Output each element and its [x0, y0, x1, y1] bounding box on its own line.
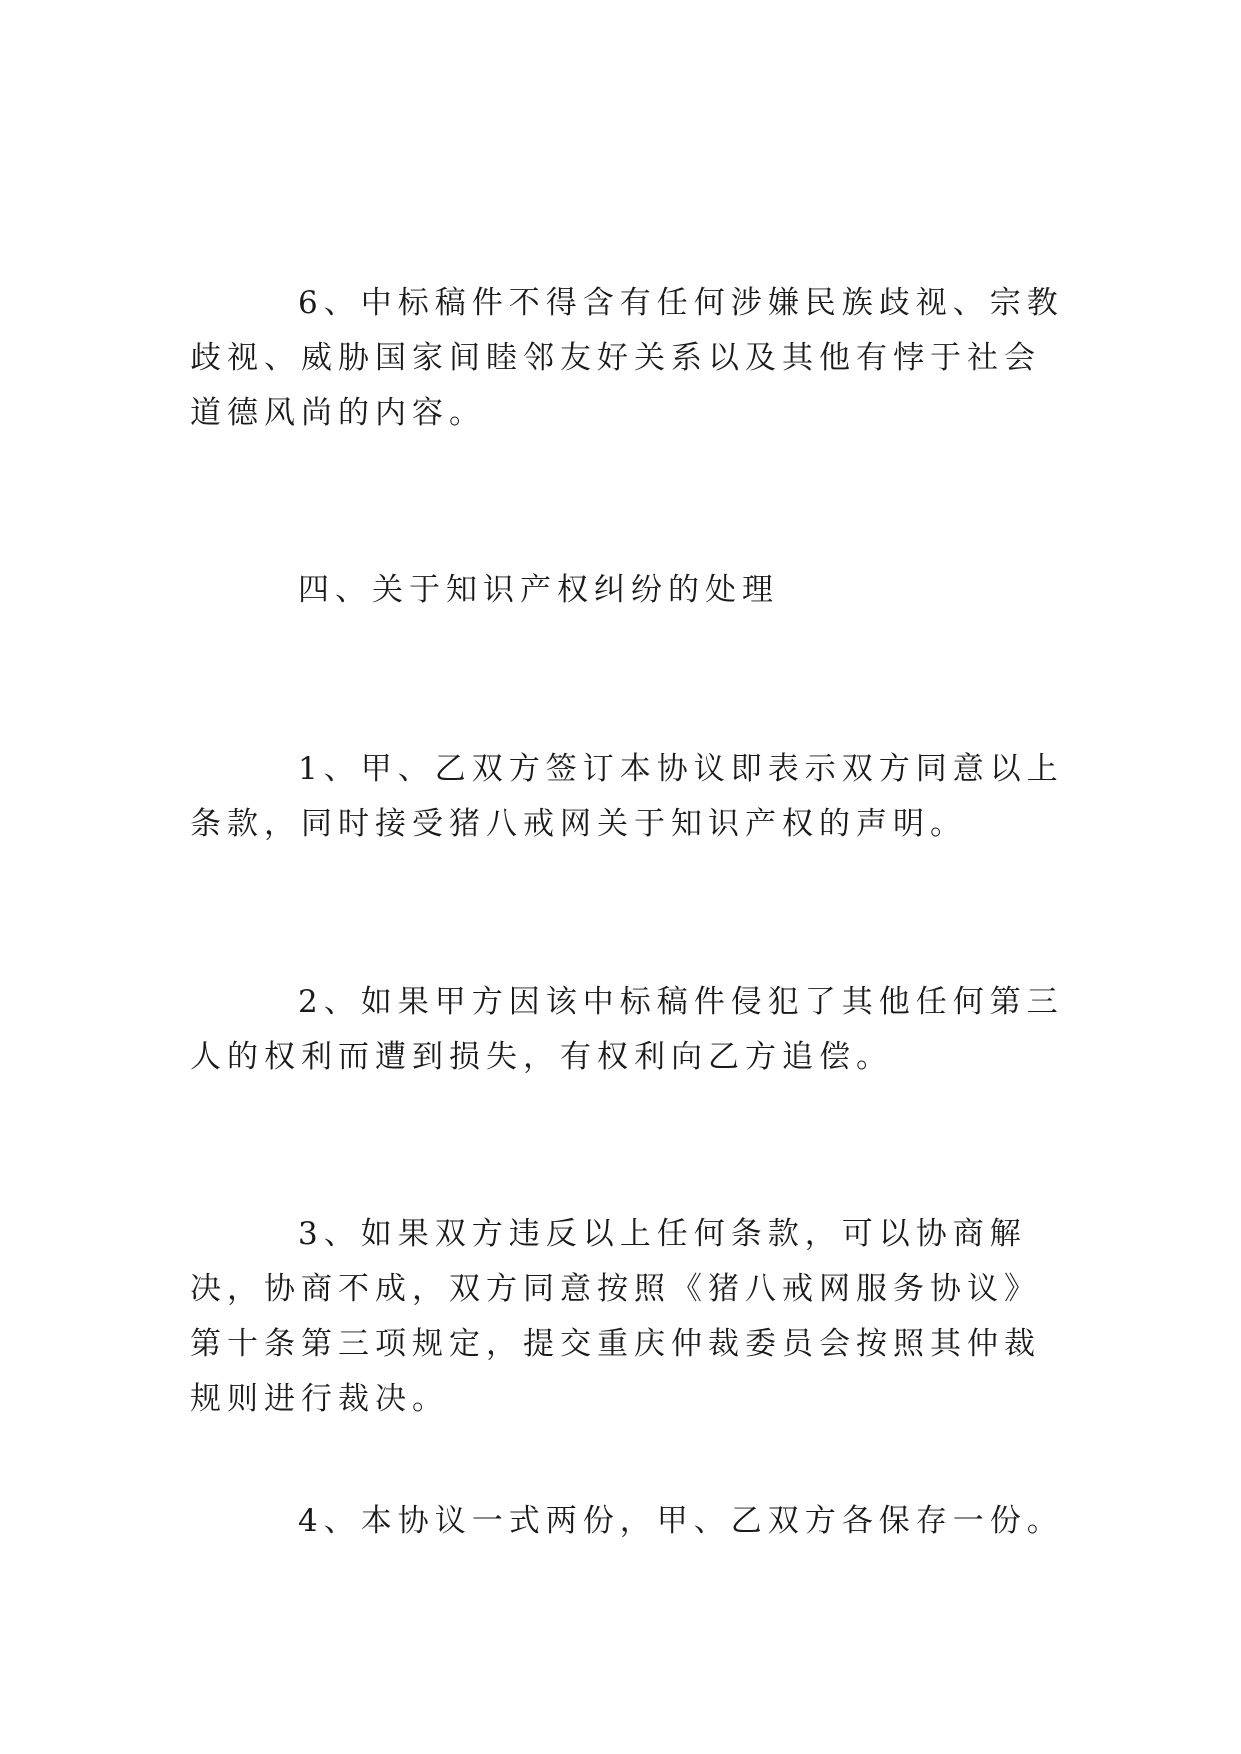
clause-1-paragraph: 1、甲、乙双方签订本协议即表示双方同意以上条款，同时接受猪八戒网关于知识产权的声明。 — [190, 751, 1064, 842]
clause-2-paragraph: 2、如果甲方因该中标稿件侵犯了其他任何第三人的权利而遭到损失，有权利向乙方追偿。 — [190, 984, 1064, 1075]
clause-3-paragraph: 3、如果双方违反以上任何条款，可以协商解决，协商不成，双方同意按照《猪八戒网服务协议》第十条第三项规定，提交重庆仲裁委员会按照其仲裁规则进行裁决。 — [190, 1216, 1041, 1417]
section-4-heading: 四、关于知识产权纠纷的处理 — [298, 572, 779, 608]
clause-6-paragraph: 6、中标稿件不得含有任何涉嫌民族歧视、宗教歧视、威胁国家间睦邻友好关系以及其他有悖于社会道德风尚的内容。 — [190, 285, 1064, 431]
clause-4-paragraph: 4、本协议一式两份，甲、乙双方各保存一份。 — [298, 1503, 1064, 1539]
